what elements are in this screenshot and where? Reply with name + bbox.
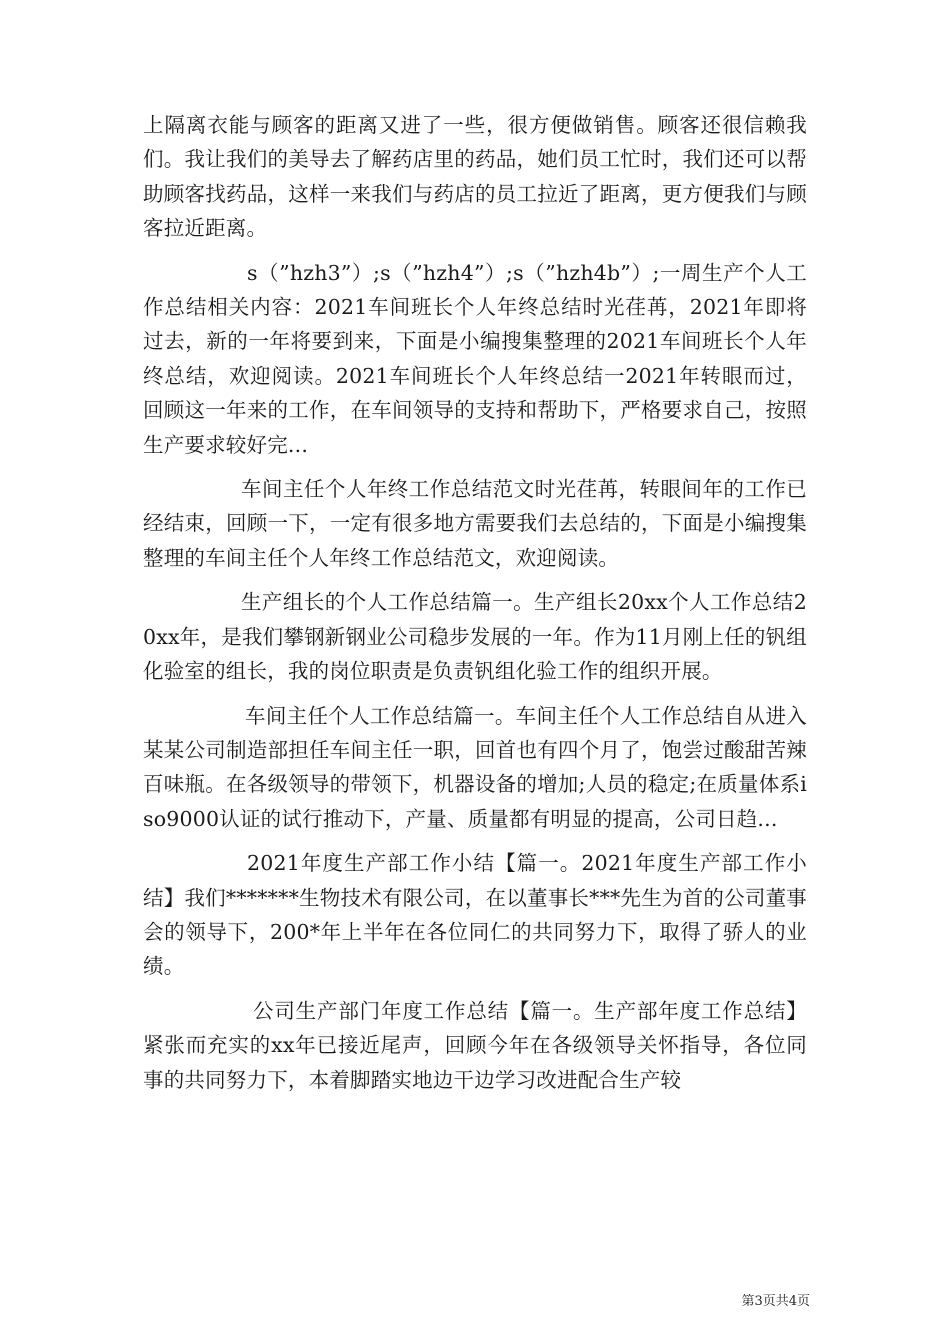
paragraph-6: 2021年度生产部工作小结【篇一。2021年度生产部工作小结】我们*******生物技术有限公司，在以董事长***先生为首的公司董事会的领导下，200*年上半年在各位同仁的共同努力下，取得了骄人的业绩。 [143, 851, 807, 979]
paragraph-7: 公司生产部门年度工作总结【篇一。生产部年度工作总结】紧张而充实的xx年已接近尾声，回顾今年在各级领导关怀指导，各位同事的共同努力下，本着脚踏实地边干边学习改进配合生产较 [143, 998, 807, 1092]
paragraph-2: s（”hzh3”）;s（”hzh4”）;s（”hzh4b”）;一周生产个人工作总结相关内容：2021车间班长个人年终总结时光荏苒，2021年即将过去，新的一年将要到来，下面是小编搜集整理的2021车间班长个人年终总结，欢迎阅读。2021车间班长个人年终总结一2021年转眼而过，回顾这一年来的工作，在车间领导的支持和帮助下，严格要求自己，按照生产要求较好完... [143, 260, 807, 457]
paragraph-5: 车间主任个人工作总结篇一。车间主任个人工作总结自从进入某某公司制造部担任车间主任一职，回首也有四个月了，饱尝过酸甜苦辣百味瓶。在各级领导的带领下，机器设备的增加;人员的稳定;在质量体系iso9000认证的试行推动下，产量、质量都有明显的提高，公司日趋... [143, 703, 807, 831]
page-number-footer: 第3页共4页 [741, 1294, 810, 1309]
paragraph-1: 上隔离衣能与顾客的距离又进了一些，很方便做销售。顾客还很信赖我们。我让我们的美导去了解药店里的药品，她们员工忙时，我们还可以帮助顾客找药品，这样一来我们与药店的员工拉近了距离，更方便我们与顾客拉近距离。 [143, 113, 807, 241]
document-body [143, 108, 807, 1097]
paragraph-3: 车间主任个人年终工作总结范文时光荏苒，转眼间年的工作已经结束，回顾一下，一定有很多地方需要我们去总结的，下面是小编搜集整理的车间主任个人年终工作总结范文，欢迎阅读。 [143, 477, 807, 570]
paragraph-4: 生产组长的个人工作总结篇一。生产组长20xx个人工作总结20xx年，是我们攀钢新钢业公司稳步发展的一年。作为11月刚上任的钒组化验室的组长，我的岗位职责是负责钒组化验工作的组织开展。 [143, 590, 807, 684]
